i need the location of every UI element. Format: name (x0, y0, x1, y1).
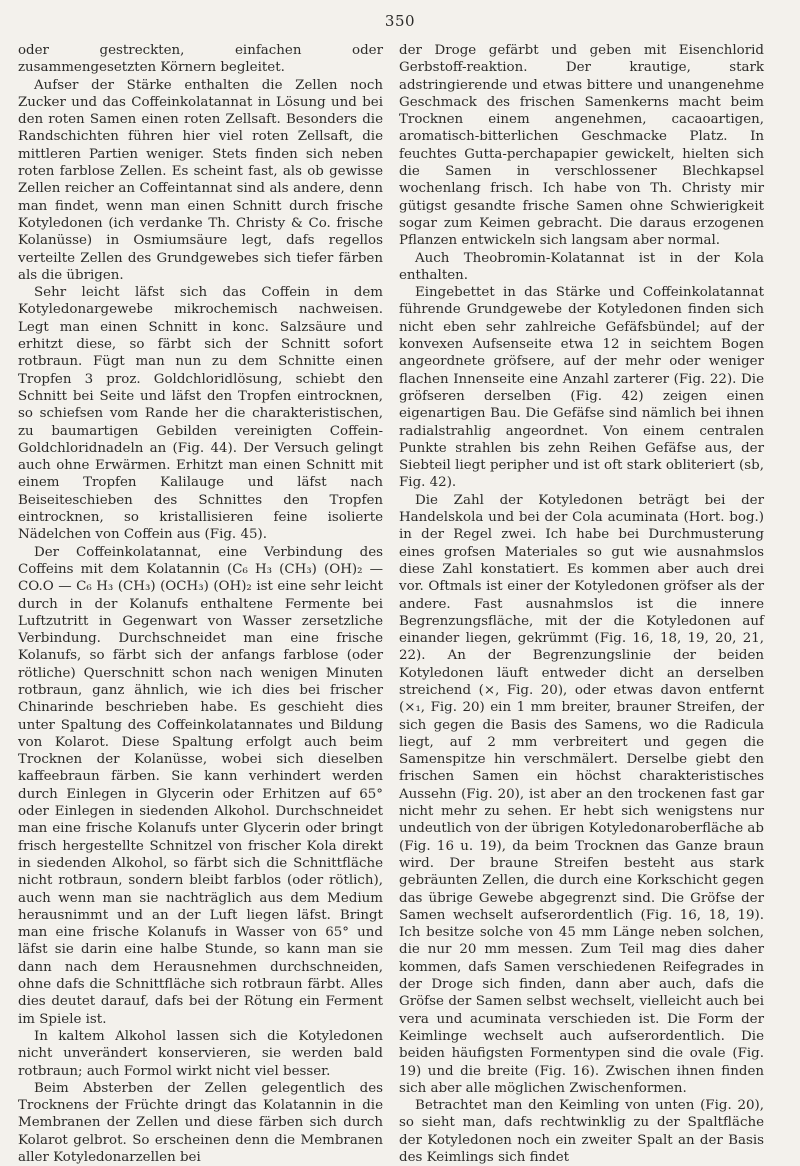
paragraph: Aufser der Stärke enthalten die Zellen noch Zucker und das Coffeinkolatannat in Lösung und bei den roten Samen einen roten Zellsaft. Besonders die Randschichten führen hier viel roten Zellsaft, die mittleren Partien weniger. Stets finden sich neben roten farblose Zellen. Es scheint fast, als ob gewisse Zellen reicher an Coffeintannat sind als andere, denn man findet, wenn man einen Schnitt durch frische Kotyledonen (ich verdanke Th. Christy & Co. frische Kolanüsse) in Osmiumsäure legt, dafs regellos verteilte Zellen des Grundgewebes sich tiefer färben als die übrigen. (18, 77, 383, 283)
paragraph: Auch Theobromin-Kolatannat ist in der Kola enthalten. (399, 250, 764, 283)
paragraph: Der Coffeinkolatannat, eine Verbindung des Coffeins mit dem Kolatannin (C₆ H₃ (CH₃) (OH)₂ — CO.O — C₆ H₃ (CH₃) (OCH₃) (OH)₂ ist eine sehr leicht durch in der Kolanufs enthaltene Fermente bei Luftzutritt in Gegenwart von Wasser zersetzliche Verbindung. Durchschneidet man eine frische Kolanufs, so färbt sich der anfangs farblose (oder rötliche) Querschnitt schon nach wenigen Minuten rotbraun, ganz ähnlich, wie ich dies bei frischer Chinarinde beschrieben habe. Es geschieht dies unter Spaltung des Coffeinkolatannates und Bildung von Kolarot. Diese Spaltung erfolgt auch beim Trocknen der Kolanüsse, wobei sich dieselben kaffeebraun färben. Sie kann verhindert werden durch Einlegen in Glycerin oder Erhitzen auf 65° oder Einlegen in siedenden Alkohol. Durchschneidet man eine frische Kolanufs unter Glycerin oder bringt frisch hergestellte Schnitzel von frischer Kola direkt in siedenden Alkohol, so färbt sich die Schnittfläche nicht rotbraun, sondern bleibt farblos (oder rötlich), auch wenn man sie nachträglich aus dem Medium herausnimmt und an der Luft liegen läfst. Bringt man eine frische Kolanufs in Wasser von 65° und läfst sie darin eine halbe Stunde, so kann man sie dann nach dem Herausnehmen durchschneiden, ohne dafs die Schnittfläche sich rotbraun färbt. Alles dies deutet darauf, dafs bei der Rötung ein Ferment im Spiele ist. (18, 544, 383, 1027)
paragraph: oder gestreckten, einfachen oder zusammengesetzten Körnern begleitet. (18, 43, 383, 76)
paragraph: Die Zahl der Kotyledonen beträgt bei der Handelskola und bei der Cola acuminata (Hort. bog.) in der Regel zwei. Ich habe bei Durchmusterung eines grofsen Materiales so gut wie ausnahmslos diese Zahl konstatiert. Es kommen aber auch drei vor. Oftmals ist einer der Kotyledonen gröfser als der andere. Fast ausnahmslos ist die innere Begrenzungsfläche, mit der die Kotyledonen auf einander liegen, gekrümmt (Fig. 16, 18, 19, 20, 21, 22). An der Begrenzungslinie der beiden Kotyledonen läuft entweder dicht an derselben streichend (×, Fig. 20), oder etwas davon entfernt (×₁, Fig. 20) ein 1 mm breiter, brauner Streifen, der sich gegen die Basis des Samens, wo die Radicula liegt, auf 2 mm verbreitert und gegen die Samenspitze hin verschmälert. Derselbe giebt den frischen Samen ein höchst charakteristisches Aussehn (Fig. 20), ist aber an den trockenen fast gar nicht mehr zu sehen. Er hebt sich wenigstens nur undeutlich von der übrigen Kotyledonaroberfläche ab (Fig. 16 u. 19), da beim Trocknen das Ganze braun wird. Der braune Streifen besteht aus stark gebräunten Zellen, die durch eine Korkschicht gegen das übrige Gewebe abgegrenzt sind. Die Gröfse der Samen wechselt aufserordentlich (Fig. 16, 18, 19). Ich besitze solche von 45 mm Länge neben solchen, die nur 20 mm messen. Zum Teil mag dies daher kommen, dafs Samen verschiedenen Reifegrades in der Droge sich finden, dann aber auch, dafs die Gröfse der Samen selbst wechselt, vielleicht auch bei vera und acuminata verschieden ist. Die Form der Keimlinge wechselt auch aufserordentlich. Die beiden häufigsten Formentypen sind die ovale (Fig. 19) und die breite (Fig. 16). Zwischen ihnen finden sich aber alle möglichen Zwischenformen. (399, 492, 764, 1096)
paragraph: Eingebettet in das Stärke und Coffeinkolatannat führende Grundgewebe der Kotyledonen finden sich nicht eben sehr zahlreiche Gefäfsbündel; auf der konvexen Aufsenseite etwa 12 in seichtem Bogen angeordnete gröfsere, auf der mehr oder weniger flachen Innenseite eine Anzahl zarterer (Fig. 22). Die gröfseren derselben (Fig. 42) zeigen einen eigenartigen Bau. Die Gefäfse sind nämlich bei ihnen radialstrahlig angeordnet. Von einem centralen Punkte strahlen bis zehn Reihen Gefäfse aus, der Siebteil liegt peripher und ist oft stark obliteriert (sb, Fig. 42). (399, 285, 764, 491)
paragraph: In kaltem Alkohol lassen sich die Kotyledonen nicht unverändert konservieren, sie werden bald rotbraun; auch Formol wirkt nicht viel besser. (18, 1028, 383, 1079)
page-number: 350 (384, 12, 416, 30)
paragraph: Betrachtet man den Keimling von unten (Fig. 20), so sieht man, dafs rechtwinklig zu der Spaltfläche der Kotyledonen noch ein zweiter Spalt an der Basis des Keimlings sich findet (399, 1098, 764, 1165)
paragraph: der Droge gefärbt und geben mit Eisenchlorid Gerbstoff-reaktion. Der krautige, stark adstringierende und etwas bittere und unangenehme Geschmack des frischen Samenkerns macht beim Trocknen einem angenehmen, cacaoartigen, aromatisch-bitterlichen Geschmacke Platz. In feuchtes Gutta-perchapapier gewickelt, hielten sich die Samen in verschlossener Blechkapsel wochenlang frisch. Ich habe von Th. Christy mir gütigst gesandte frische Samen ohne Schwierigkeit sogar zum Keimen gebracht. Die daraus erzogenen Pflanzen entwickeln sich langsam aber normal. (399, 43, 764, 249)
paragraph: Sehr leicht läfst sich das Coffein in dem Kotyledonargewebe mikrochemisch nachweisen. Legt man einen Schnitt in konc. Salzsäure und erhitzt diese, so färbt sich der Schnitt sofort rotbraun. Fügt man nun zu dem Schnitte einen Tropfen 3 proz. Goldchloridlösung, schiebt den Schnitt bei Seite und läfst den Tropfen eintrocknen, so schiefsen vom Rande her die charakteristischen, zu baumartigen Gebilden vereinigten Coffein-Goldchloridnadeln an (Fig. 44). Der Versuch gelingt auch ohne Erwärmen. Erhitzt man einen Schnitt mit einem Tropfen Kalilauge und läfst nach Beiseiteschieben des Schnittes den Tropfen eintrocknen, so kristallisieren feine isolierte Nädelchen von Coffein aus (Fig. 45). (18, 285, 383, 543)
left-column (18, 42, 383, 1166)
paragraph: Beim Absterben der Zellen gelegentlich des Trocknens der Früchte dringt das Kolatannin in die Membranen der Zellen und diese färben sich durch Kolarot gelbrot. So erscheinen denn die Membranen aller Kotyledonarzellen bei (18, 1080, 383, 1165)
right-column (399, 42, 764, 1166)
